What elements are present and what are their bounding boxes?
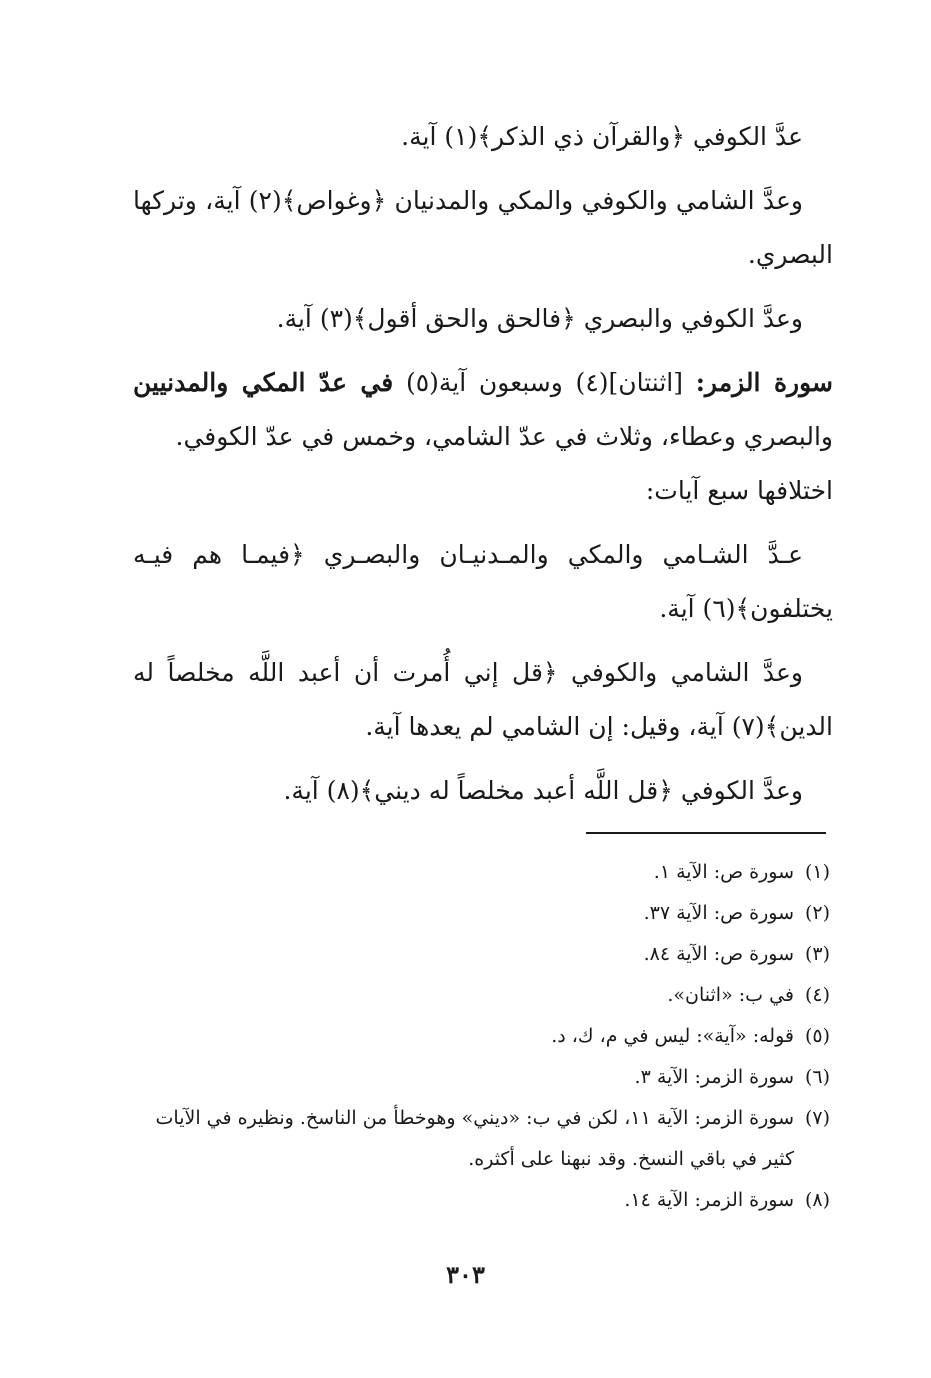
paragraph-2: وعدَّ الشامي والكوفي والمكي والمدنيان ﴿وغواص﴾(٢) آية، وتركها البصري. xyxy=(133,186,833,269)
footnote-item xyxy=(130,934,830,975)
footnote-item xyxy=(130,975,830,1016)
paragraph-3: وعدَّ الكوفي والبصري ﴿فالحق والحق أقول﴾(٣) آية. xyxy=(276,304,803,333)
paragraph-surah-heading xyxy=(133,356,833,464)
footnote-number: (٢) xyxy=(804,902,830,924)
footnote-number: (١) xyxy=(804,861,830,883)
footnote-number: (٣) xyxy=(804,943,830,965)
page-number: ٣٠٣ xyxy=(446,1260,485,1289)
footnote-divider xyxy=(586,832,826,834)
paragraph-8: وعدَّ الكوفي ﴿قل اللَّه أعبد مخلصاً له ديني﴾(٨) آية. xyxy=(283,776,803,805)
footnote-text: سورة ص: الآية ١. xyxy=(653,861,794,883)
footnote-item xyxy=(130,893,830,934)
surah-count-bold: في عدّ المكي والمدنيين xyxy=(133,368,394,397)
surah-count-rest: والبصري وعطاء، وثلاث في عدّ الشامي، وخمس في عدّ الكوفي. xyxy=(175,422,833,451)
footnote-text: قوله: «آية»: ليس في م، ك، د. xyxy=(551,1025,794,1047)
footnote-item xyxy=(130,1016,830,1057)
footnotes xyxy=(130,852,830,1221)
footnote-item xyxy=(130,852,830,893)
footnote-item xyxy=(130,1180,830,1221)
footnote-text: سورة الزمر: الآية ١١، لكن في ب: «ديني» وهوخطأ من الناسخ. ونظيره في الآيات كثير في باقي النسخ. وقد نبهنا على أكثره. xyxy=(155,1107,794,1170)
footnote-text: في ب: «اثنان». xyxy=(667,984,794,1006)
footnote-text: سورة ص: الآية ٨٤. xyxy=(643,943,794,965)
footnote-number: (٧) xyxy=(804,1107,830,1129)
footnote-item xyxy=(130,1057,830,1098)
footnote-number: (٥) xyxy=(804,1025,830,1047)
footnote-number: (٦) xyxy=(804,1066,830,1088)
paragraph-differences-intro: اختلافها سبع آيات: xyxy=(645,476,833,505)
surah-count: [اثنتان](٤) وسبعون آية(٥) xyxy=(393,368,696,397)
surah-title: سورة الزمر: xyxy=(695,368,833,397)
footnote-text: سورة الزمر: الآية ٣. xyxy=(634,1066,794,1088)
paragraph-6: عـدَّ الشـامي والمكي والمـدنيـان والبصـري ﴿فيمـا هم فيـه يختلفون﴾(٦) آية. xyxy=(133,540,833,623)
footnote-text: سورة الزمر: الآية ١٤. xyxy=(624,1189,794,1211)
paragraph-7: وعدَّ الشامي والكوفي ﴿قل إني أُمرت أن أعبد اللَّه مخلصاً له الدين﴾(٧) آية، وقيل: إن الشامي لم يعدها آية. xyxy=(133,658,833,741)
footnote-number: (٨) xyxy=(804,1189,830,1211)
footnote-number: (٤) xyxy=(804,984,830,1006)
footnote-text: سورة ص: الآية ٣٧. xyxy=(643,902,794,924)
main-text xyxy=(133,110,833,828)
footnote-item xyxy=(130,1098,830,1180)
paragraph-1: عدَّ الكوفي ﴿والقرآن ذي الذكر﴾(١) آية. xyxy=(401,122,803,151)
